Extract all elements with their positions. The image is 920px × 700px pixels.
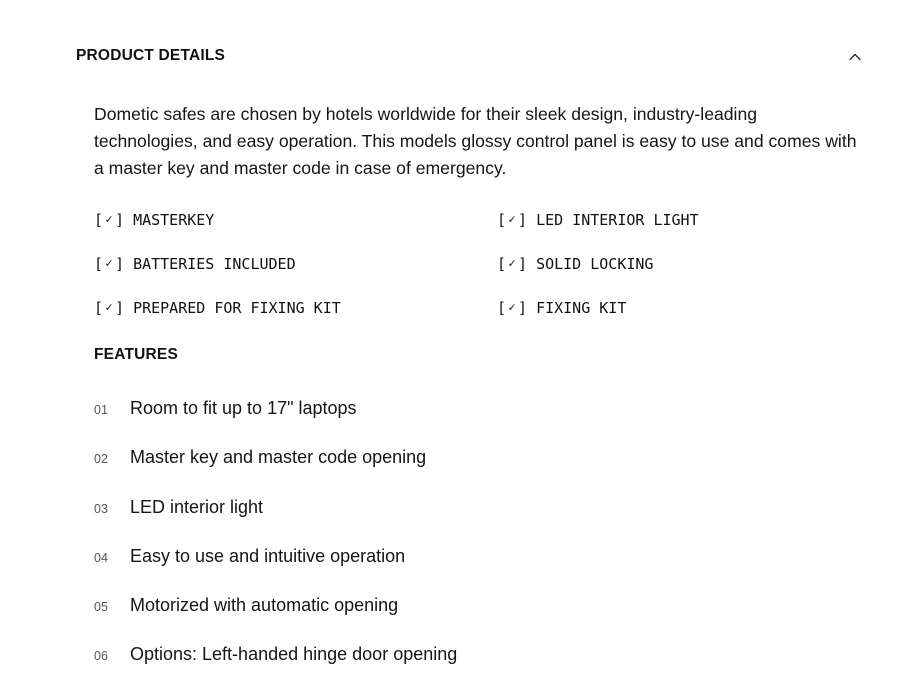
feature-text: LED interior light	[130, 496, 264, 517]
feature-text: Room to fit up to 17" laptops	[130, 398, 357, 418]
product-description: Dometic safes are chosen by hotels worldwide for their sleek design, industry-leading technologies, and easy operation. This models glossy control panel is easy to use and comes with a master key and master code in case of emergency.	[94, 104, 857, 178]
section-title: PRODUCT DETAILS	[76, 47, 226, 64]
checkmark-icon: [ ✓ ]	[497, 211, 528, 229]
spec-item-masterkey	[94, 205, 214, 235]
feature-text: Easy to use and intuitive operation	[130, 545, 406, 566]
chevron-up-icon[interactable]	[848, 49, 862, 63]
spec-label: SOLID LOCKING	[536, 255, 654, 273]
feature-item	[94, 441, 874, 490]
spec-item-led-interior-light	[497, 205, 699, 235]
checkmark-icon: [ ✓ ]	[497, 255, 528, 273]
spec-label: MASTERKEY	[133, 211, 215, 229]
spec-label: FIXING KIT	[536, 299, 627, 317]
feature-number: 06	[94, 649, 108, 664]
feature-item	[94, 491, 874, 540]
checkmark-icon: [ ✓ ]	[94, 255, 125, 273]
feature-item	[94, 638, 874, 687]
feature-number: 05	[94, 600, 108, 615]
spec-label: LED INTERIOR LIGHT	[536, 211, 699, 229]
feature-text: Master key and master code opening	[130, 447, 427, 468]
spec-label: BATTERIES INCLUDED	[133, 255, 296, 273]
checkmark-icon: [ ✓ ]	[94, 211, 125, 229]
feature-item	[94, 589, 874, 638]
checkmark-icon: [ ✓ ]	[497, 299, 528, 317]
feature-item	[94, 540, 874, 589]
checkmark-icon: [ ✓ ]	[94, 299, 125, 317]
product-details-toggle[interactable]	[76, 38, 868, 74]
spec-label: PREPARED FOR FIXING KIT	[133, 299, 341, 317]
spec-item-batteries-included	[94, 249, 296, 279]
spec-item-prepared-for-fixing-kit	[94, 293, 341, 323]
features-list	[94, 392, 874, 688]
feature-number: 03	[94, 501, 108, 516]
spec-item-fixing-kit	[497, 293, 626, 323]
feature-text: Motorized with automatic opening	[130, 595, 399, 616]
features-heading: FEATURES	[94, 346, 178, 363]
feature-item	[94, 392, 874, 441]
feature-number: 02	[94, 452, 108, 467]
spec-item-solid-locking	[497, 249, 653, 279]
feature-text: Options: Left-handed hinge door opening	[130, 644, 458, 665]
feature-number: 01	[94, 403, 108, 417]
feature-number: 04	[94, 550, 108, 565]
